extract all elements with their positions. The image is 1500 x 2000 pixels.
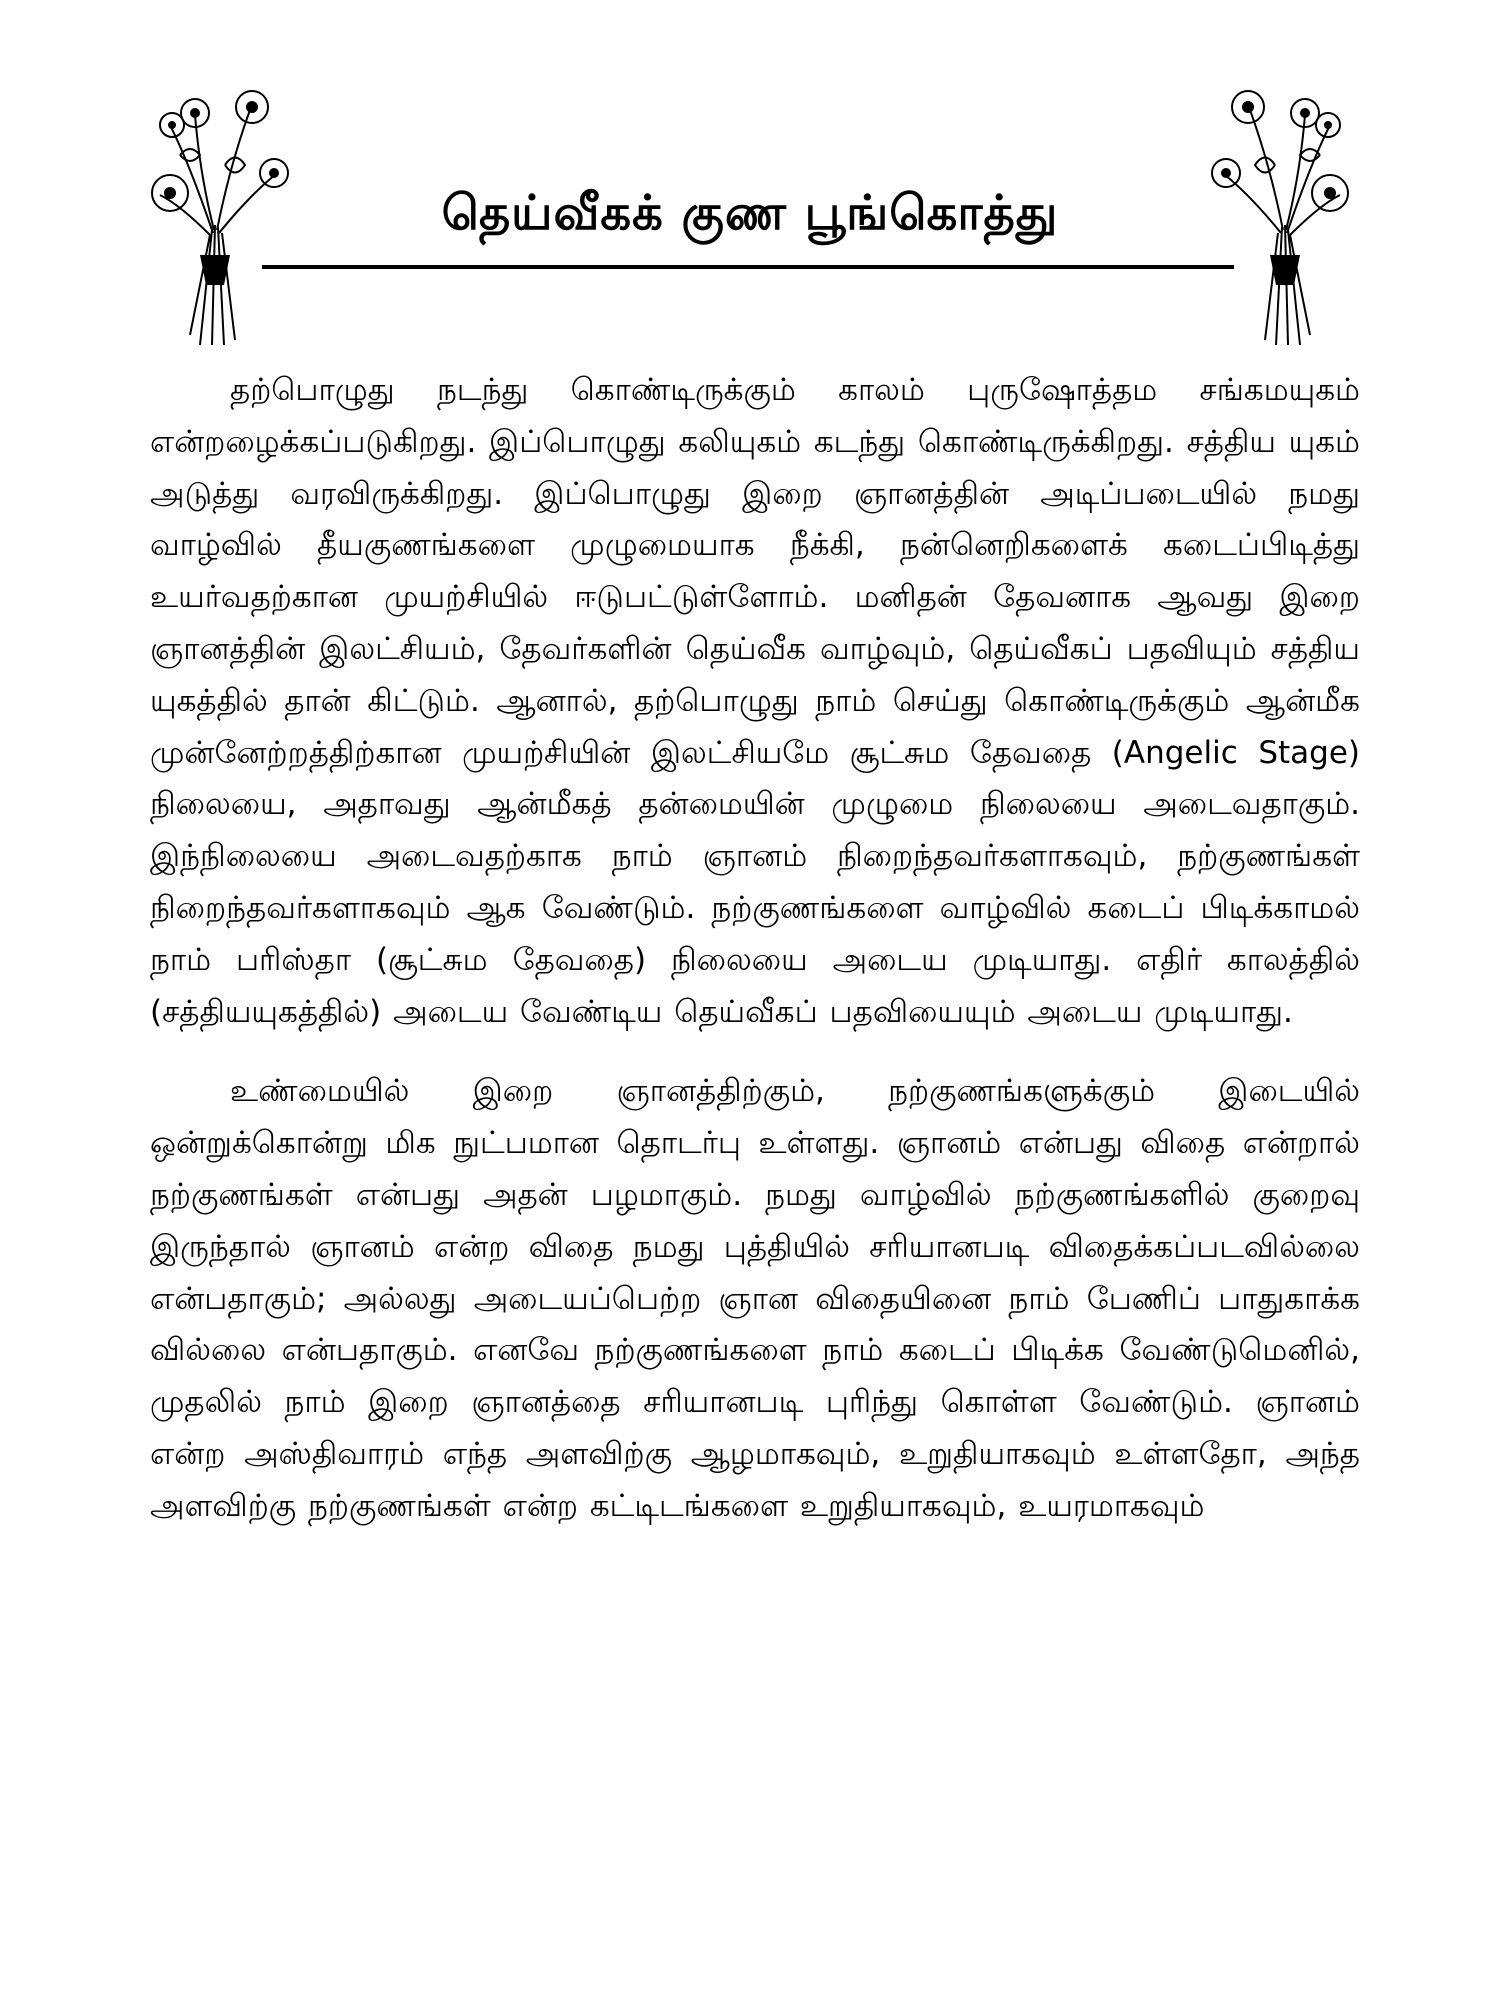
title-underline [262, 265, 1234, 269]
paragraph-2: உண்மையில் இறை ஞானத்திற்கும், நற்குணங்களுக்கும் இடையில் ஒன்றுக்கொன்று மிக நுட்பமான தொடர்பு உள்ளது. ஞானம் என்பது விதை என்றால் நற்குணங்கள் என்பது அதன் பழமாகும். நமது வாழ்வில் நற்குணங்களில் குறைவு இருந்தால் ஞானம் என்ற விதை நமது புத்தியில் சரியானபடி விதைக்கப்படவில்லை என்பதாகும்; அல்லது அடையப்பெற்ற ஞான விதையினை நாம் பேணிப் பாதுகாக்க வில்லை என்பதாகும். எனவே நற்குணங்களை நாம் கடைப் பிடிக்க வேண்டுமெனில், முதலில் நாம் இறை ஞானத்தை சரியானபடி புரிந்து கொள்ள வேண்டும். ஞானம் என்ற அஸ்திவாரம் எந்த அளவிற்கு ஆழமாகவும், உறுதியாகவும் உள்ளதோ, அந்த அளவிற்கு நற்குணங்கள் என்ற கட்டிடங்களை உறுதியாகவும், உயரமாகவும் [150, 1073, 1360, 1524]
body-text [150, 365, 1360, 1533]
page-title: தெய்வீகக் குண பூங்கொத்து [441, 185, 1059, 241]
flower-bouquet-icon [1210, 55, 1360, 345]
flower-bouquet-icon [140, 55, 290, 345]
page-header [140, 55, 1360, 355]
paragraph-1: தற்பொழுது நடந்து கொண்டிருக்கும் காலம் புருஷோத்தம சங்கமயுகம் என்றழைக்கப்படுகிறது. இப்பொழுது கலியுகம் கடந்து கொண்டிருக்கிறது. சத்திய யுகம் அடுத்து வரவிருக்கிறது. இப்பொழுது இறை ஞானத்தின் அடிப்படையில் நமது வாழ்வில் தீயகுணங்களை முழுமையாக நீக்கி, நன்னெறிகளைக் கடைப்பிடித்து உயர்வதற்கான முயற்சியில் ஈடுபட்டுள்ளோம். மனிதன் தேவனாக ஆவது இறை ஞானத்தின் இலட்சியம், தேவர்களின் தெய்வீக வாழ்வும், தெய்வீகப் பதவியும் சத்திய யுகத்தில் தான் கிட்டும். ஆனால், தற்பொழுது நாம் செய்து கொண்டிருக்கும் ஆன்மீக முன்னேற்றத்திற்கான முயற்சியின் இலட்சியமே சூட்சும தேவதை (Angelic Stage) நிலையை, அதாவது ஆன்மீகத் தன்மையின் முழுமை நிலையை அடைவதாகும். இந்நிலையை அடைவதற்காக நாம் ஞானம் நிறைந்தவர்களாகவும், நற்குணங்கள் நிறைந்தவர்களாகவும் ஆக வேண்டும். நற்குணங்களை வாழ்வில் கடைப் பிடிக்காமல் நாம் பரிஸ்தா (சூட்சும தேவதை) நிலையை அடைய முடியாது. எதிர் காலத்தில் (சத்தியயுகத்தில்) அடைய வேண்டிய தெய்வீகப் பதவியையும் அடைய முடியாது. [150, 372, 1360, 1030]
